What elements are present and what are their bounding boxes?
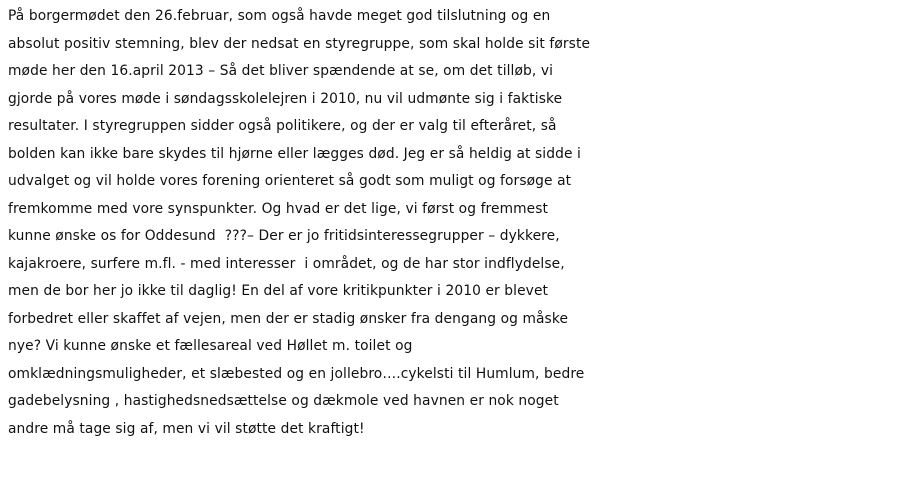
text-line: møde her den 16.april 2013 – Så det bliver spændende at se, om det tilløb, vi xyxy=(8,63,554,79)
document-body xyxy=(8,3,918,443)
text-line: fremkomme med vore synspunkter. Og hvad er det lige, vi først og fremmest xyxy=(8,200,549,217)
text-line: omklædningsmuligheder, et slæbested og en jollebro….cykelsti til Humlum, bedre xyxy=(8,365,585,382)
text-line: men de bor her jo ikke til daglig! En del af vore kritikpunkter i 2010 er blevet xyxy=(8,283,549,299)
text-line: udvalget og vil holde vores forening orienteret så godt som muligt og forsøge at xyxy=(8,173,572,189)
text-line: kunne ønske os for Oddesund ???– Der er jo fritidsinteressegrupper – dykkere, xyxy=(8,228,560,244)
text-line: forbedret eller skaffet af vejen, men der er stadig ønsker fra dengang og måske xyxy=(8,310,569,327)
text-line: gjorde på vores møde i søndagsskolelejren i 2010, nu vil udmønte sig i faktiske xyxy=(8,90,563,107)
text-line: På borgermødet den 26.februar, som også havde meget god tilslutning og en xyxy=(8,8,551,24)
text-line: bolden kan ikke bare skydes til hjørne eller lægges død. Jeg er så heldig at sidde i xyxy=(8,145,581,162)
text-line: resultater. I styregruppen sidder også politikere, og der er valg til efteråret, så xyxy=(8,118,557,134)
text-line: absolut positiv stemning, blev der nedsat en styregruppe, som skal holde sit første xyxy=(8,35,591,52)
text-line: andre må tage sig af, men vi vil støtte det kraftigt! xyxy=(8,420,365,437)
text-line: gadebelysning , hastighedsnedsættelse og dækmole ved havnen er nok noget xyxy=(8,393,559,409)
text-line: nye? Vi kunne ønske et fællesareal ved Høllet m. toilet og xyxy=(8,338,413,354)
text-line: kajakroere, surfere m.fl. - med interesser i området, og de har stor indflydelse, xyxy=(8,255,565,272)
